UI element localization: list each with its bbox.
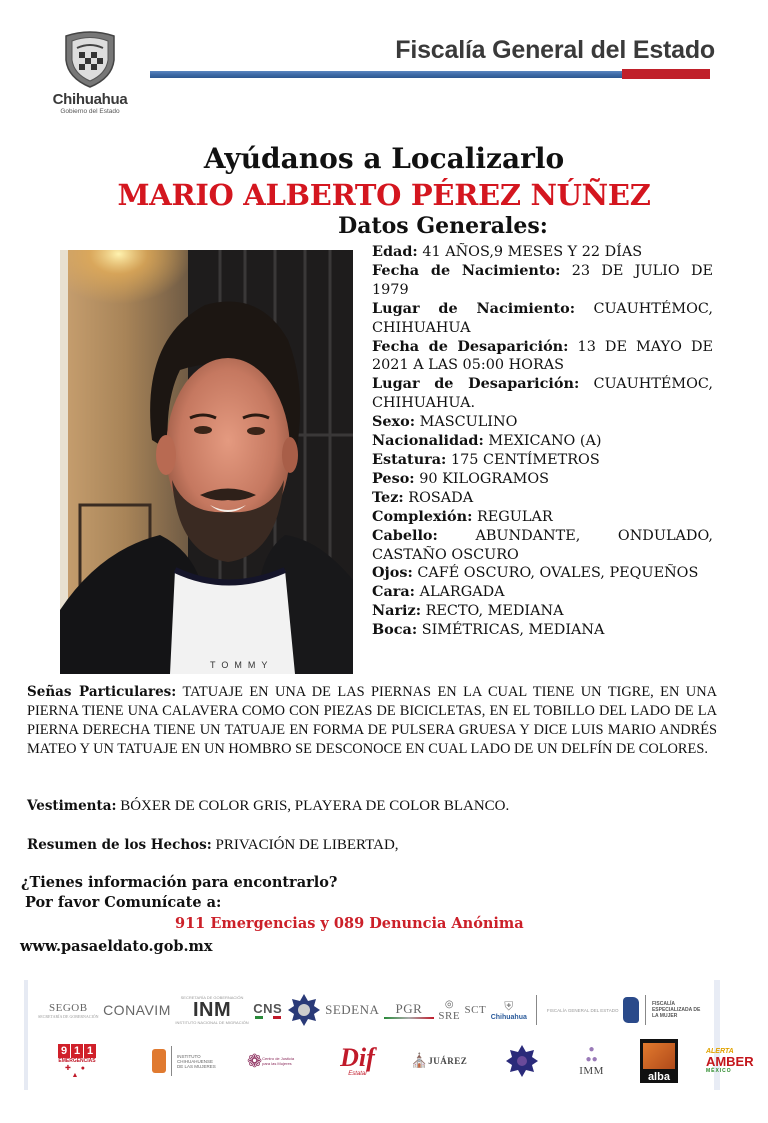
detail-lugar-desaparicion: Lugar de Desaparición: CUAUHTÉMOC, CHIHUAHUA. bbox=[372, 375, 714, 412]
detail-sexo: Sexo: MASCULINO bbox=[372, 413, 518, 431]
partner-logos-panel bbox=[24, 980, 754, 1090]
logos-row-2 bbox=[28, 1038, 754, 1084]
info-question: ¿Tienes información para encontrarlo? bbox=[21, 874, 338, 891]
logo-juarez: ⛪ JUÁREZ bbox=[410, 1053, 468, 1069]
senas-value: TATUAJE EN UNA DE LAS PIERNAS EN LA CUAL TIENE UN TIGRE, EN UNA PIERNA TIENE UNA CALAVERA COMO CON PIEZAS DE BICICLETAS, EN EL TOBILLO DEL LADO DE LA PIERNA DERECHA TIENE UN TATUAJE EN FORMA DE PULSERA GRUESA Y DICE LUIS MARIO ANDRÉS MATEO Y UN TATUAJE EN UN HOMBRO SE DESCONOCE EN CUAL LADO DE UN DELFÍN DE COLORES. bbox=[27, 684, 717, 757]
headline: Ayúdanos a Localizarlo bbox=[203, 142, 565, 175]
detail-boca: Boca: SIMÉTRICAS, MEDIANA bbox=[372, 621, 605, 639]
detail-tez: Tez: ROSADA bbox=[372, 488, 474, 506]
shirt-text: TOMMY bbox=[210, 660, 274, 670]
police-star-icon bbox=[287, 993, 321, 1027]
detail-cabello: Cabello: ABUNDANTE, ONDULADO, CASTAÑO OSCURO bbox=[372, 526, 713, 563]
detail-complexion: Complexión: REGULAR bbox=[372, 507, 553, 525]
general-data-list bbox=[372, 243, 713, 640]
chihuahua-state-logo bbox=[40, 30, 140, 120]
vestimenta-value: BÓXER DE COLOR GRIS, PLAYERA DE COLOR BLANCO. bbox=[120, 798, 510, 814]
logo-911: 9 1 1 EMERGENCIAS ✚ ● ▲ bbox=[58, 1044, 96, 1079]
logo-centro-justicia: ❁ Centro de Justicia para las Mujeres bbox=[247, 1050, 295, 1071]
detail-nariz: Nariz: RECTO, MEDIANA bbox=[372, 602, 564, 620]
website-link[interactable]: www.pasaeldato.gob.mx bbox=[20, 938, 213, 955]
police-star-icon bbox=[505, 1044, 539, 1078]
state-name: Chihuahua bbox=[52, 91, 128, 108]
facts-summary bbox=[27, 836, 399, 855]
logos-row-1 bbox=[28, 988, 714, 1032]
detail-lugar-nacimiento: Lugar de Nacimiento: CUAUHTÉMOC, CHIHUAHUA bbox=[372, 299, 713, 336]
logo-chihuahua-small: ⛨ Chihuahua bbox=[490, 999, 527, 1021]
distinguishing-marks bbox=[27, 683, 717, 759]
header-bar-red bbox=[622, 69, 710, 79]
logo-fiscalia-mujer: FISCALÍA ESPECIALIZADA DE LA MUJER bbox=[623, 995, 704, 1025]
vestimenta-label: Vestimenta: bbox=[27, 798, 117, 814]
logo-conavim: CONAVIM bbox=[103, 1002, 171, 1018]
call-to-action: Por favor Comunícate a: bbox=[25, 894, 222, 911]
detail-fecha-nacimiento: Fecha de Nacimiento: 23 DE JULIO DE 1979 bbox=[372, 261, 713, 298]
logo-imm: ● ●● IMM bbox=[579, 1044, 604, 1077]
detail-estatura: Estatura: 175 CENTÍMETROS bbox=[372, 450, 600, 468]
logo-cns: CNS bbox=[253, 1001, 282, 1019]
state-subtitle: Gobierno del Estado bbox=[60, 108, 120, 115]
logo-inm: SECRETARÍA DE GOBERNACIÓN INM INSTITUTO NACIONAL DE MIGRACIÓN bbox=[175, 995, 249, 1025]
agency-title: Fiscalía General del Estado bbox=[395, 36, 715, 64]
detail-peso: Peso: 90 KILOGRAMOS bbox=[372, 469, 549, 487]
logo-alerta-amber: ALERTA AMBER MÉXICO bbox=[705, 1048, 754, 1074]
logo-sct: SCT bbox=[464, 1004, 487, 1016]
logo-segob: SEGOB SECRETARÍA DE GOBERNACIÓN bbox=[38, 1001, 99, 1019]
resumen-value: PRIVACIÓN DE LIBERTAD, bbox=[215, 837, 399, 853]
section-title-text: Datos Generales: bbox=[338, 213, 548, 239]
logo-dif: Dif Estatal bbox=[340, 1043, 375, 1077]
logo-alba: alba bbox=[640, 1039, 678, 1083]
detail-nacionalidad: Nacionalidad: MEXICANO (A) bbox=[372, 432, 602, 450]
missing-person-photo bbox=[60, 250, 353, 674]
logo-separator bbox=[536, 995, 537, 1025]
logo-sedena: SEDENA bbox=[325, 1002, 380, 1017]
emergency-phones: 911 Emergencias y 089 Denuncia Anónima bbox=[175, 915, 524, 932]
detail-cara: Cara: ALARGADA bbox=[372, 583, 505, 601]
coat-of-arms-shield-icon bbox=[62, 30, 118, 88]
detail-edad: Edad: 41 AÑOS,9 MESES Y 22 DÍAS bbox=[372, 243, 643, 260]
senas-label: Señas Particulares: bbox=[27, 684, 177, 700]
logo-sre: ◎ SRE bbox=[438, 998, 461, 1022]
header-bar-blue bbox=[150, 71, 622, 78]
section-title bbox=[0, 213, 768, 239]
detail-ojos: Ojos: CAFÉ OSCURO, OVALES, PEQUEÑOS bbox=[372, 564, 699, 582]
logo-fiscalia-general: FISCALÍA GENERAL DEL ESTADO bbox=[546, 1007, 619, 1013]
person-name: MARIO ALBERTO PÉREZ NÚÑEZ bbox=[117, 178, 651, 212]
resumen-label: Resumen de los Hechos: bbox=[27, 837, 212, 853]
logo-ichmujeres: INSTITUTO CHIHUAHUENSE DE LAS MUJERES bbox=[152, 1046, 219, 1076]
detail-fecha-desaparicion: Fecha de Desaparición: 13 DE MAYO DE 2021 A LAS 05:00 HORAS bbox=[372, 337, 713, 374]
clothing bbox=[27, 797, 509, 816]
logo-pgr: PGR bbox=[384, 1001, 434, 1019]
